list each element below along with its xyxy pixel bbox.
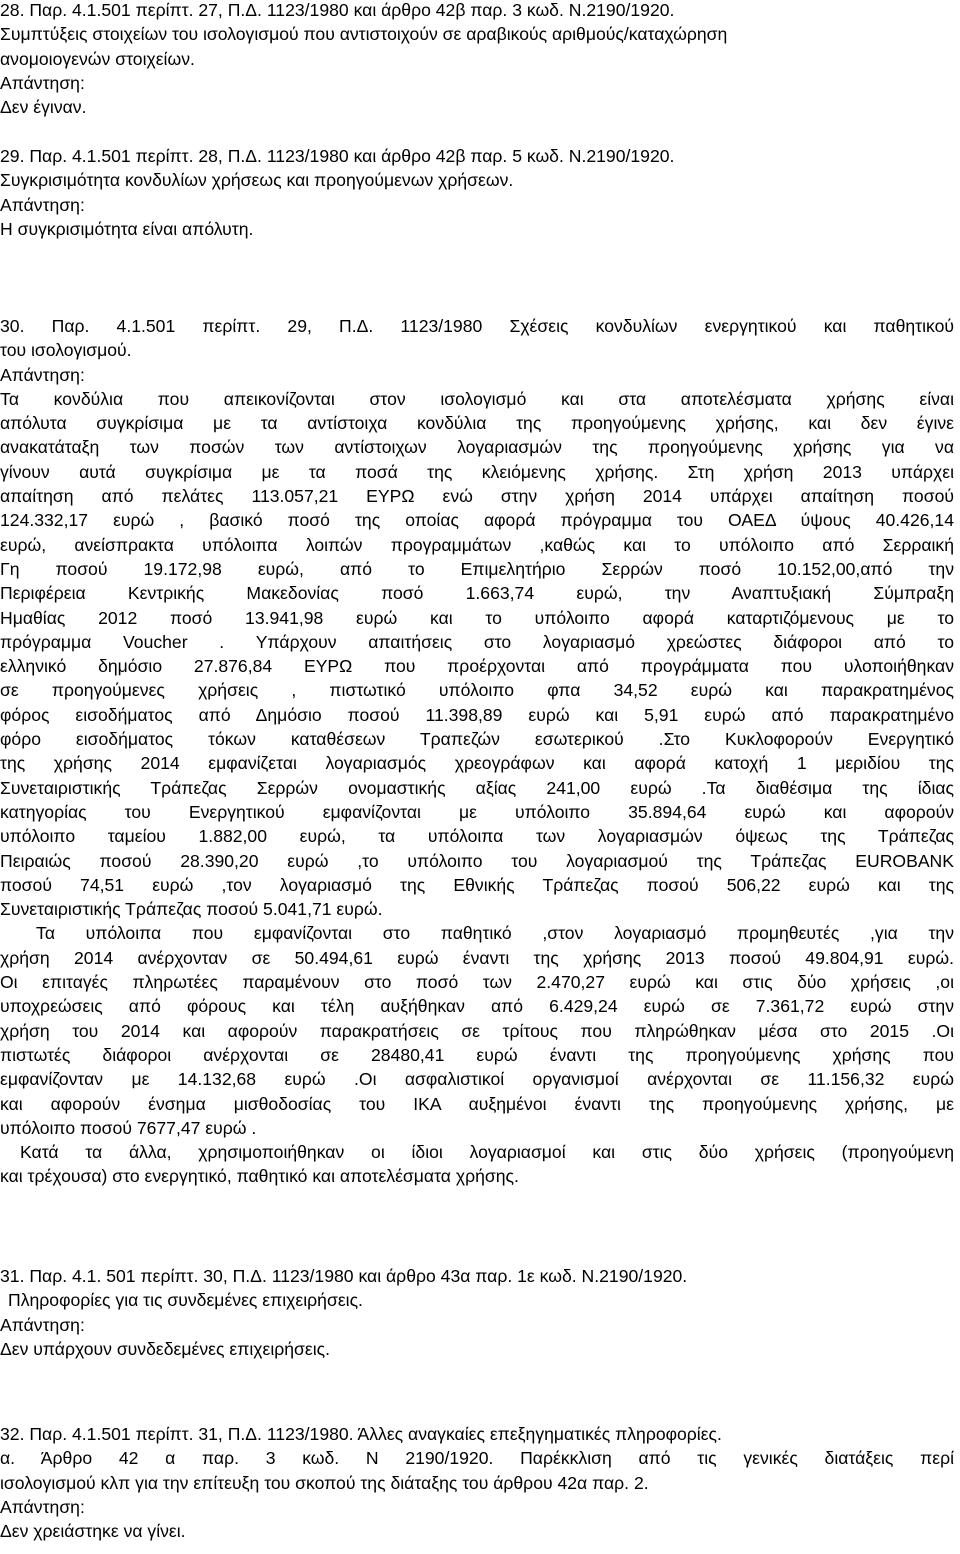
answer-text: ευρώ, ανείσπρακτα υπόλοιπα λοιπών προγραμμάτων ,καθώς και το υπόλοιπο από Σερραική (0, 534, 954, 555)
answer-text: υποχρεώσεις από φόρους και τέλη αυξήθηκαν από 6.429,24 ευρώ σε 7.361,72 ευρώ στην (0, 996, 954, 1017)
answer-text: της χρήσης 2014 εμφανίζεται λογαριασμός χρεογράφων και αφορά κατοχή 1 μεριδίου της (0, 753, 954, 774)
answer-text: κατηγορίας του Ενεργητικού εμφανίζονται με υπόλοιπο 35.894,64 ευρώ και αφορούν (0, 801, 954, 822)
note-29 (0, 144, 954, 241)
answer-label: Απάντηση: (0, 364, 85, 385)
note-heading: του ισολογισμού. (0, 340, 132, 361)
answer-text: απόλυτα συγκρίσιμα με τα αντίστοιχα κονδύλια της προηγούμενης χρήσης, και δεν έγινε (0, 413, 954, 434)
answer-text: Ημαθίας 2012 ποσό 13.941,98 ευρώ και το υπόλοιπο αφορά καταρτιζόμενους με το (0, 607, 954, 628)
note-28 (0, 0, 954, 119)
note-heading: 28. Παρ. 4.1.501 περίπτ. 27, Π.Δ. 1123/1980 και άρθρο 42β παρ. 3 κωδ. Ν.2190/1920. (0, 0, 675, 20)
answer-label: Απάντηση: (0, 72, 85, 93)
note-heading: 30. Παρ. 4.1.501 περίπτ. 29, Π.Δ. 1123/1980 Σχέσεις κονδυλίων ενεργητικού και παθητικού (0, 316, 954, 336)
note-subject: Συγκρισιμότητα κονδυλίων χρήσεως και προηγούμενων χρήσεων. (0, 170, 514, 191)
note-subject: Πληροφορίες για τις συνδεμένες επιχειρήσεις. (8, 1290, 363, 1311)
answer-text: Τα υπόλοιπα που εμφανίζονται στο παθητικό ,στον λογαριασμό προμηθευτές ,για την (36, 923, 954, 944)
answer-text: Κατά τα άλλα, χρησιμοποιήθηκαν οι ίδιοι λογαριασμοί και στις δύο χρήσεις (προηγούμενη (20, 1142, 954, 1163)
note-subject: Συμπτύξεις στοιχείων του ισολογισμού που αντιστοιχούν σε αραβικούς αριθμούς/καταχώρηση (0, 24, 728, 45)
answer-text: Η συγκρισιμότητα είναι απόλυτη. (0, 218, 254, 239)
answer-text: φόρος εισοδήματος από Δημόσιο ποσού 11.398,89 ευρώ και 5,91 ευρώ από παρακρατημένο (0, 704, 954, 725)
answer-text: εμφανίζονταν με 14.132,68 ευρώ .Οι ασφαλιστικοί οργανισμοί ανέρχονται σε 11.156,32 ευρώ (0, 1069, 954, 1090)
answer-text: Γη ποσού 19.172,98 ευρώ, από το Επιμελητήριο Σερρών ποσό 10.152,00,από την (0, 558, 954, 579)
answer-text: Συνεταιριστικής Τράπεζας Σερρών ονομαστικής αξίας 241,00 ευρώ .Τα διαθέσιμα της ίδιας (0, 777, 954, 798)
answer-text: υπόλοιπο ποσού 7677,47 ευρώ . (0, 1117, 257, 1138)
answer-text: φόρο εισοδήματος τόκων καταθέσεων Τραπεζών εσωτερικού .Στο Κυκλοφορούν Ενεργητικό (0, 729, 954, 750)
note-heading: 29. Παρ. 4.1.501 περίπτ. 28, Π.Δ. 1123/1980 και άρθρο 42β παρ. 5 κωδ. Ν.2190/1920. (0, 146, 675, 166)
note-subject: α. Άρθρο 42 α παρ. 3 κωδ. Ν 2190/1920. Παρέκκλιση από τις γενικές διατάξεις περί (0, 1448, 954, 1469)
answer-text: και τρέχουσα) στο ενεργητικό, παθητικό και αποτελέσματα χρήσης. (0, 1166, 519, 1187)
answer-text: ανακατάταξη των ποσών των αντίστοιχων λογαριασμών της προηγούμενης χρήσης για να (0, 437, 954, 458)
note-subject: ισολογισμού κλπ για την επίτευξη του σκοπού της διάταξης του άρθρου 42α παρ. 2. (0, 1472, 649, 1493)
note-heading: 31. Παρ. 4.1. 501 περίπτ. 30, Π.Δ. 1123/1980 και άρθρο 43α παρ. 1ε κωδ. Ν.2190/1920. (0, 1266, 688, 1286)
answer-text: ποσού 74,51 ευρώ ,τον λογαριασμό της Εθνικής Τράπεζας ποσού 506,22 ευρώ και της (0, 874, 954, 895)
answer-text: απαίτηση από πελάτες 113.057,21 ΕΥΡΩ ενώ στην χρήση 2014 υπάρχει απαίτηση ποσού (0, 486, 954, 507)
answer-text: χρήση 2014 ανέρχονταν σε 50.494,61 ευρώ έναντι της χρήσης 2013 ποσού 49.804,91 ευρώ. (0, 947, 954, 968)
answer-label: Απάντηση: (0, 1496, 85, 1517)
answer-text: Οι επιταγές πληρωτέες παραμένουν στο ποσό των 2.470,27 ευρώ και στις δύο χρήσεις ,οι (0, 972, 954, 993)
answer-text: γίνουν αυτά συγκρίσιμα με τα ποσά της κλειόμενης χρήσης. Στη χρήση 2013 υπάρχει (0, 461, 954, 482)
answer-text: Δεν έγιναν. (0, 97, 87, 118)
note-32 (0, 1422, 954, 1543)
answer-text: υπόλοιπο ταμείου 1.882,00 ευρώ, τα υπόλοιπα των λογαριασμών όψεως της Τράπεζας (0, 826, 954, 847)
answer-text: χρήση του 2014 και αφορούν παρακρατήσεις σε τρίτους που πληρώθηκαν μέσα στο 2015 .Οι (0, 1020, 954, 1041)
answer-text: Δεν χρειάστηκε να γίνει. (0, 1521, 186, 1542)
note-31 (0, 1264, 954, 1361)
answer-text: πρόγραμμα Voucher . Υπάρχουν απαιτήσεις στο λογαριασμό χρεώστες διάφοροι από το (0, 631, 954, 652)
answer-text: Δεν υπάρχουν συνδεδεμένες επιχειρήσεις. (0, 1338, 331, 1359)
note-subject: ανομοιογενών στοιχείων. (0, 48, 195, 69)
answer-text: Τα κονδύλια που απεικονίζονται στον ισολογισμό και στα αποτελέσματα χρήσης είναι (0, 388, 954, 409)
answer-text: 124.332,17 ευρώ , βασικό ποσό της οποίας αφορά πρόγραμμα του ΟΑΕΔ ύψους 40.426,14 (0, 510, 954, 531)
answer-text: πιστωτές διάφοροι ανέρχονται σε 28480,41 ευρώ έναντι της προηγούμενης χρήσης που (0, 1044, 954, 1065)
answer-text: Συνεταιριστικής Τράπεζας ποσού 5.041,71 ευρώ. (0, 899, 383, 920)
note-30 (0, 314, 954, 1189)
answer-text: και αφορούν ένσημα μισθοδοσίας του ΙΚΑ αυξημένοι έναντι της προηγούμενης χρήσης, με (0, 1093, 954, 1114)
answer-text: σε προηγούμενες χρήσεις , πιστωτικό υπόλοιπο φπα 34,52 ευρώ και παρακρατημένος (0, 680, 954, 701)
answer-label: Απάντηση: (0, 1314, 85, 1335)
answer-text: Πειραιώς ποσού 28.390,20 ευρώ ,το υπόλοιπο του λογαριασμού της Τράπεζας EUROBANK (0, 850, 954, 871)
answer-text: ελληνικό δημόσιο 27.876,84 ΕΥΡΩ που προέρχονται από προγράμματα που υλοποιήθηκαν (0, 656, 954, 677)
answer-label: Απάντηση: (0, 194, 85, 215)
note-heading: 32. Παρ. 4.1.501 περίπτ. 31, Π.Δ. 1123/1980. Άλλες αναγκαίες επεξηγηματικές πληροφορίες. (0, 1424, 722, 1444)
answer-text: Περιφέρεια Κεντρικής Μακεδονίας ποσό 1.663,74 ευρώ, την Αναπτυξιακή Σύμπραξη (0, 583, 954, 604)
